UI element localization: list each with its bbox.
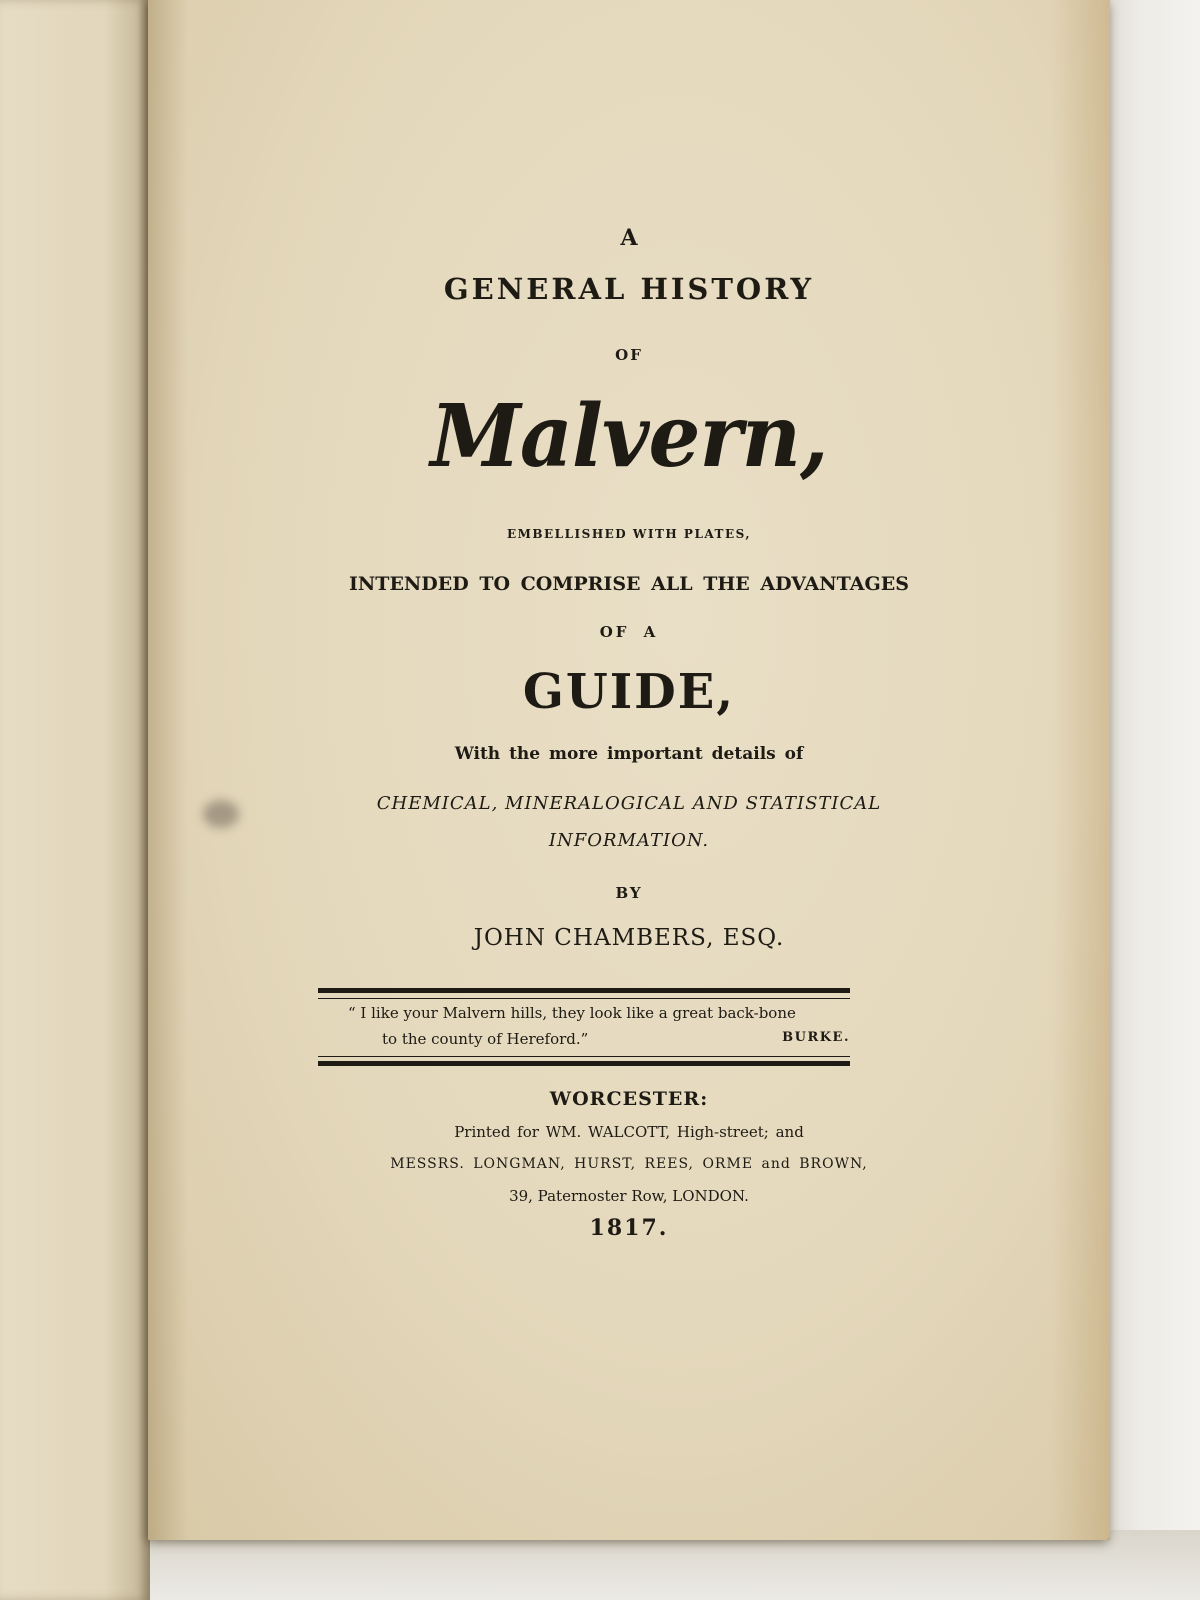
imprint-line-2: MESSRS. LONGMAN, HURST, REES, ORME and BROWN, xyxy=(390,1156,868,1172)
title-article: A xyxy=(620,225,638,251)
imprint-line-1: Printed for WM. WALCOTT, High-street; and xyxy=(454,1123,804,1141)
epigraph-attribution: BURKE. xyxy=(782,1030,850,1045)
rule-thin-bottom xyxy=(318,1056,850,1057)
intended-line: INTENDED TO COMPRISE ALL THE ADVANTAGES xyxy=(349,573,909,595)
subject-line-1: CHEMICAL, MINERALOGICAL AND STATISTICAL xyxy=(376,793,882,814)
by-line: BY xyxy=(615,884,643,902)
facing-page xyxy=(0,0,150,1600)
imprint-year: 1817. xyxy=(589,1215,669,1241)
background-surface xyxy=(1100,0,1200,1600)
details-line: With the more important details of xyxy=(454,744,804,764)
rule-thin-top xyxy=(318,998,850,999)
guide-title: GUIDE, xyxy=(522,664,736,720)
subject-line-2: INFORMATION. xyxy=(548,830,710,851)
imprint-city: WORCESTER: xyxy=(549,1088,709,1110)
background-surface-bottom xyxy=(0,1530,1200,1600)
of-a-line: OF A xyxy=(599,623,659,641)
author-name: JOHN CHAMBERS, ESQ. xyxy=(473,925,785,951)
embellished-line: EMBELLISHED WITH PLATES, xyxy=(506,527,752,541)
epigraph-line-1: “ I like your Malvern hills, they look like a great back-bone xyxy=(348,1004,796,1022)
rule-thick-top xyxy=(318,988,850,993)
epigraph-line-2: to the county of Hereford.” xyxy=(382,1030,589,1048)
rule-thick-bottom xyxy=(318,1061,850,1066)
imprint-line-3: 39, Paternoster Row, LONDON. xyxy=(509,1187,749,1205)
title-place: Malvern, xyxy=(430,386,828,487)
title-of: OF xyxy=(615,346,643,364)
title-page xyxy=(148,0,1110,1540)
title-line: GENERAL HISTORY xyxy=(443,272,815,306)
